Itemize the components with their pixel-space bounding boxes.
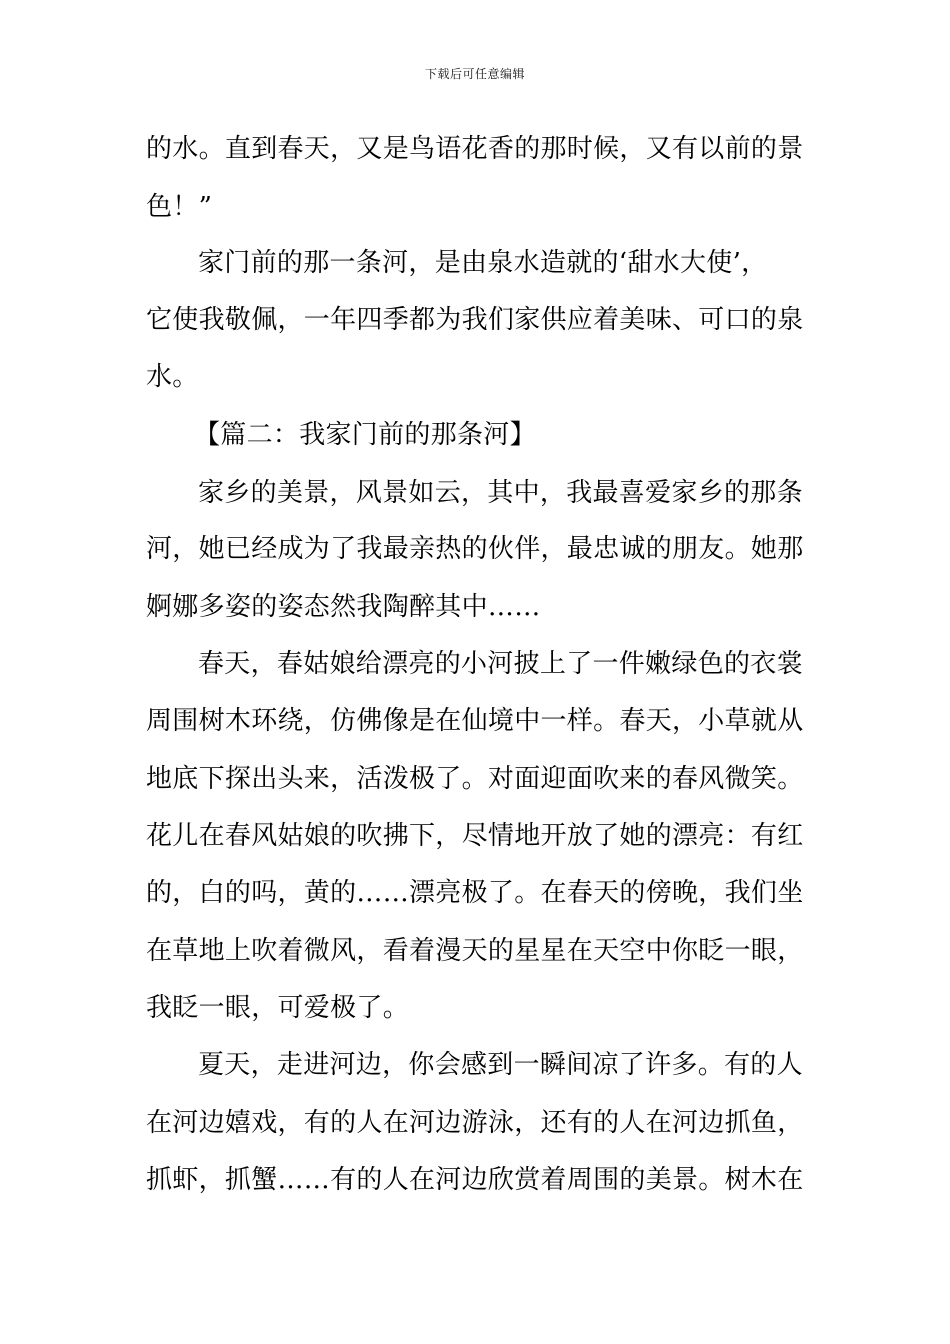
paragraph-first-line: 家乡的美景，风景如云，其中，我最喜爱家乡的那条 bbox=[198, 478, 803, 508]
text-line: 地底下探出头来，活泼极了。对面迎面吹来的春风微笑。 bbox=[146, 764, 804, 794]
text-line: 的水。直到春天，又是鸟语花香的那时候，又有以前的景 bbox=[146, 134, 804, 164]
text-line: 婀娜多姿的姿态然我陶醉其中…… bbox=[146, 592, 541, 622]
text-line: 色！” bbox=[146, 192, 213, 222]
section-heading: 【篇二：我家门前的那条河】 bbox=[194, 420, 536, 450]
text-line: 水。 bbox=[146, 362, 199, 392]
paragraph-first-line: 春天，春姑娘给漂亮的小河披上了一件嫩绿色的衣裳 bbox=[198, 649, 803, 679]
text-line: 周围树木环绕，仿佛像是在仙境中一样。春天，小草就从 bbox=[146, 706, 804, 736]
text-line: 的，白的吗，黄的……漂亮极了。在春天的傍晚，我们坐 bbox=[146, 878, 804, 908]
text-line: 在河边嬉戏，有的人在河边游泳，还有的人在河边抓鱼， bbox=[146, 1108, 804, 1138]
text-line: 我眨一眼，可爱极了。 bbox=[146, 993, 410, 1023]
text-line: 它使我敬佩，一年四季都为我们家供应着美味、可口的泉 bbox=[146, 305, 804, 335]
paragraph-first-line: 家门前的那一条河，是由泉水造就的‘甜水大使’， bbox=[198, 248, 768, 278]
text-line: 抓虾，抓蟹……有的人在河边欣赏着周围的美景。树木在 bbox=[146, 1165, 804, 1195]
paragraph-first-line: 夏天，走进河边，你会感到一瞬间凉了许多。有的人 bbox=[198, 1050, 803, 1080]
text-line: 花儿在春风姑娘的吹拂下，尽情地开放了她的漂亮：有红 bbox=[146, 821, 804, 851]
page-header: 下载后可任意编辑 bbox=[424, 67, 525, 81]
text-line: 河，她已经成为了我最亲热的伙伴，最忠诚的朋友。她那 bbox=[146, 534, 804, 564]
text-line: 在草地上吹着微风，看着漫天的星星在天空中你眨一眼， bbox=[146, 936, 804, 966]
